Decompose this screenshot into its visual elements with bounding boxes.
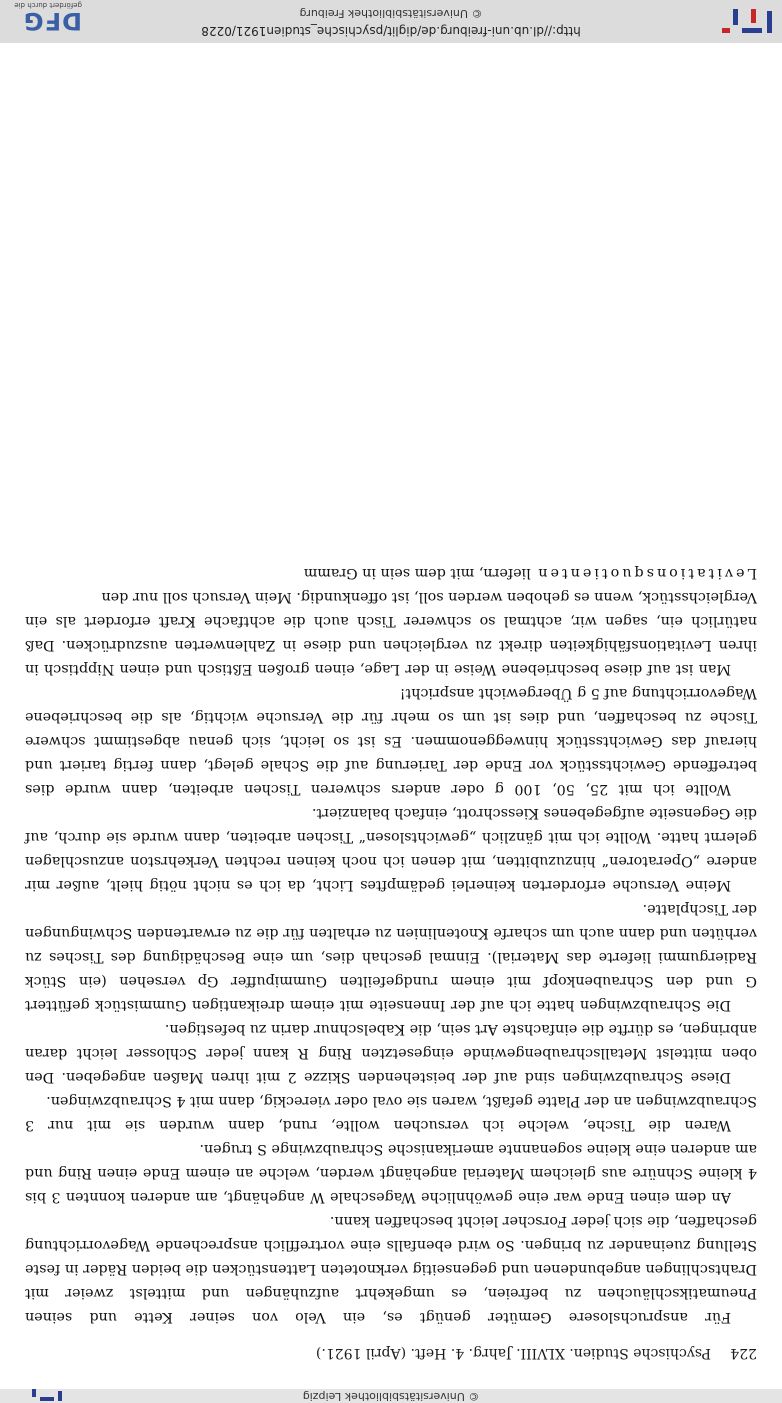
paragraph: Wollte ich mit 25, 50, 100 g oder anders schweren Tischen arbeiten, dann wurde dies betreffende Gewichtsstück vor Ende der Tarierung auf die Schale gelegt, dann fertig tariert und hierauf das Gewichtsstück hinweggenommen. Es ist so leicht, sich genau abgestimmt schwere Tische zu beschaffen, und dies ist um so mehr für die Versuche wichtig, als die beschriebene Wagevorrichtung auf 5 g Übergewicht anspricht!: [25, 685, 757, 797]
viewer-footer-bar: [0, 0, 782, 43]
book-page: [25, 561, 757, 1363]
spaced-word: Levitationsquotienten: [535, 565, 757, 581]
paragraph: Waren die Tische, welche ich versuchen wollte, rund, dann wurden sie mit nur 3 Schraubzwingen an der Platte gefaßt, waren sie oval oder viereckig, dann mit 4 Schraubzwingen.: [25, 1093, 757, 1133]
journal-title: Psychische Studien. XLVIII. Jahrg. 4. Heft. (April 1921.): [315, 1345, 711, 1361]
paragraph: Für anspruchslosere Gemüter genügt es, ein Velo von seiner Kette und seinen Pneumatikschläuchen zu befreien, es umgekehrt aufzuhängen und mittelst zweier mit Drahtschlingen angebundenen und gegenseitig verknoteten Lattenstücken die beiden Räder in feste Stellung zueinander zu bringen. So wird ebenfalls eine vortrefflich ansprechende Wagevorrichtung geschaffen, die sich jeder Forscher leicht beschaffen kann.: [25, 1213, 757, 1325]
line-rest: liefern, mit dem sein in Gramm: [303, 565, 531, 581]
viewer-top-strip: [0, 1389, 782, 1403]
dfg-logo-caption: gefördert durch die: [14, 1, 82, 9]
body-text: [25, 561, 757, 1329]
copyright-leipzig: © Universitätsbibliothek Leipzig: [302, 1390, 480, 1403]
dfg-logo: DFG: [22, 7, 82, 35]
paragraph: An dem einen Ende war eine gewöhnliche Wageschale W angehängt, am anderen konnten 3 bis 4 kleine Schnüre aus gleichem Material angehängt werden, welche an einem Ende einen Ring und am anderen eine kleine sogenannte amerikanische Schraubzwinge S trugen.: [25, 1141, 757, 1205]
paragraph: Man ist auf diese beschriebene Weise in der Lage, einen großen Eßtisch und einen Nipptisch in ihren Levitationsfähigkeiten direkt zu vergleichen und diese in Zahlenwerten auszudrücken. Daß natürlich ein, sagen wir, achtmal so schwerer Tisch auch die achtfache Kraft erfordert als ein Vergleichsstück, wenn es gehoben werden soll, ist offenkundig. Mein Versuch soll nur den: [25, 589, 757, 677]
paragraph-last-line: [25, 561, 757, 585]
copyright-freiburg: © Universitätsbibliothek Freiburg: [299, 7, 483, 20]
paragraph: Die Schraubzwingen hatte ich auf der Innenseite mit einem dreikantigen Gummistück gefüttert G und den Schraubenkopf mit einem rundgefeilten Gummipuffer Gp versehen (ein Stück Radiergummi lieferte das Material). Einmal geschah dies, um eine Beschädigung des Tisches zu verhüten und dann auch um scharfe Knotenlinien zu erhalten für die zu erwartenden Schwingungen der Tischplatte.: [25, 901, 757, 1013]
running-head: [25, 1343, 757, 1363]
page-number: 224: [730, 1345, 757, 1361]
paragraph: Meine Versuche erforderten keinerlei gedämpftes Licht, da ich es nicht nötig hielt, außer mir andere „Operatoren“ hinzuzubitten, mit denen ich noch keinen rechten Verkehrston anzuschlagen gelernt hatte. Wollte ich mit gänzlich „gewichtslosen“ Tischen arbeiten, dann wurde sie durch, auf die Gegenseite aufgegebenes Kiesschrott, einfach balanziert.: [25, 805, 757, 893]
library-logo-icon: [12, 1389, 62, 1403]
paragraph: Diese Schraubzwingen sind auf der beistehenden Skizze 2 mit ihren Maßen angegeben. Den oben mittelst Metallschraubengewinde eingesetzten Ring R kann jeder Schlosser leicht daran anbringen, es dürfte die einfachste Art sein, die Kabelschnur darin zu befestigen.: [25, 1021, 757, 1085]
permalink-url[interactable]: http://dl.ub.uni-freiburg.de/diglit/psychische_studien1921/0228: [201, 24, 581, 38]
